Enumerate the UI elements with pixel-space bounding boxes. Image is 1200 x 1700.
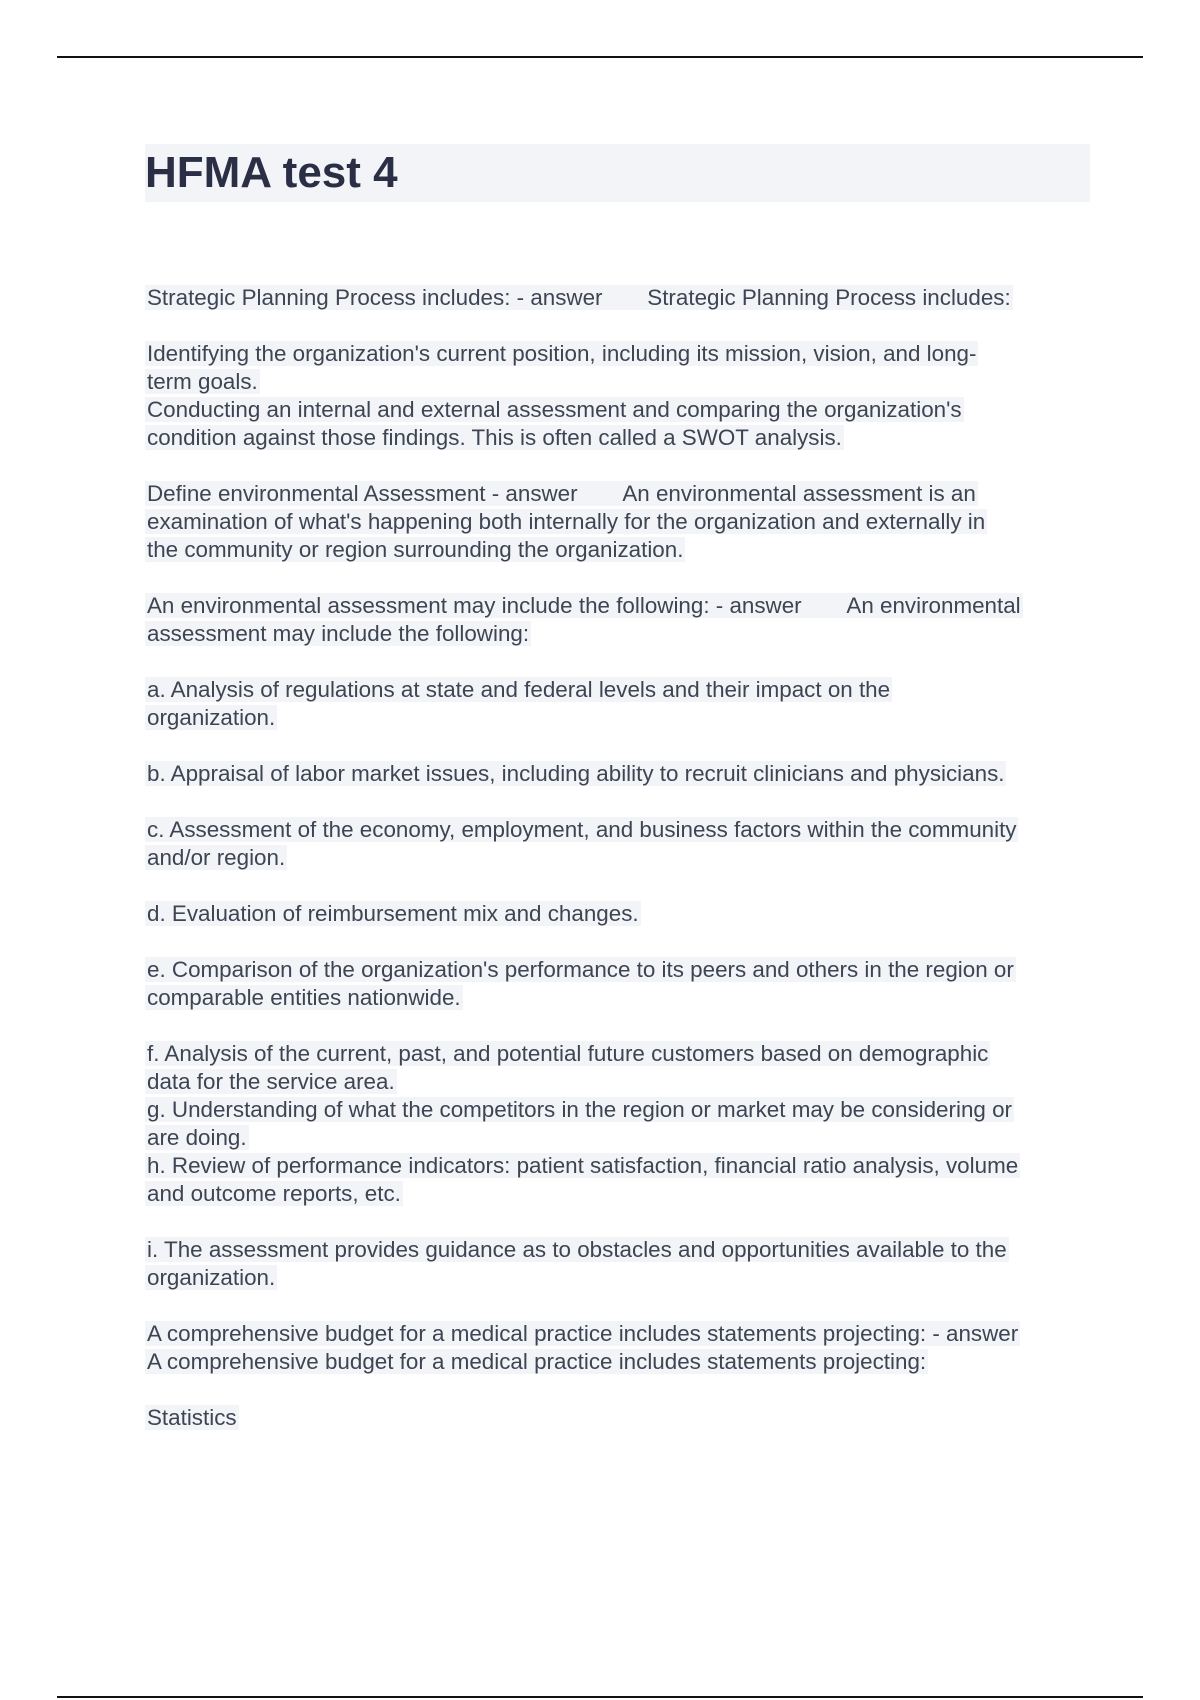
text-highlight: d. Evaluation of reimbursement mix and changes.	[147, 901, 639, 926]
text-highlight: Strategic Planning Process includes: - answer Strategic Planning Process includes:	[147, 285, 1011, 310]
text-highlight: Define environmental Assessment - answer An environmental assessment is an	[147, 481, 976, 506]
text-highlight: and/or region.	[147, 845, 286, 870]
text-line	[145, 1348, 1095, 1376]
paragraph	[145, 1236, 1095, 1292]
text-line	[145, 1404, 1095, 1432]
text-line	[145, 340, 1095, 368]
text-line	[145, 704, 1095, 732]
text-highlight: a. Analysis of regulations at state and federal levels and their impact on the	[147, 677, 891, 702]
text-line	[145, 424, 1095, 452]
paragraph	[145, 816, 1095, 872]
text-line	[145, 536, 1095, 564]
text-highlight: assessment may include the following:	[147, 621, 530, 646]
paragraph	[145, 1040, 1095, 1208]
text-highlight: examination of what's happening both internally for the organization and externally in	[147, 509, 986, 534]
text-line	[145, 1180, 1095, 1208]
text-line	[145, 480, 1095, 508]
text-line	[145, 956, 1095, 984]
text-highlight: A comprehensive budget for a medical practice includes statements projecting:	[147, 1349, 927, 1374]
paragraph	[145, 676, 1095, 732]
text-line	[145, 1320, 1095, 1348]
top-rule	[57, 56, 1143, 58]
text-highlight: are doing.	[147, 1125, 247, 1150]
text-line	[145, 760, 1095, 788]
text-line	[145, 620, 1095, 648]
bottom-rule	[57, 1696, 1143, 1698]
paragraph	[145, 1404, 1095, 1432]
text-highlight: comparable entities nationwide.	[147, 985, 461, 1010]
text-line	[145, 1124, 1095, 1152]
paragraph	[145, 284, 1095, 312]
paragraph	[145, 592, 1095, 648]
text-line	[145, 368, 1095, 396]
text-line	[145, 676, 1095, 704]
paragraph	[145, 1320, 1095, 1376]
text-highlight: and outcome reports, etc.	[147, 1181, 401, 1206]
paragraph	[145, 480, 1095, 564]
text-highlight: Conducting an internal and external assessment and comparing the organization's	[147, 397, 962, 422]
text-highlight: c. Assessment of the economy, employment, and business factors within the community	[147, 817, 1017, 842]
text-highlight: organization.	[147, 705, 276, 730]
text-line	[145, 1236, 1095, 1264]
text-line	[145, 284, 1095, 312]
text-line	[145, 1264, 1095, 1292]
text-line	[145, 396, 1095, 424]
text-highlight: b. Appraisal of labor market issues, including ability to recruit clinicians and physicians.	[147, 761, 1005, 786]
text-highlight: A comprehensive budget for a medical practice includes statements projecting: - answer	[147, 1321, 1019, 1346]
text-highlight: Statistics	[147, 1405, 237, 1430]
text-highlight: e. Comparison of the organization's performance to its peers and others in the region or	[147, 957, 1014, 982]
document-body	[145, 284, 1095, 1460]
text-line	[145, 984, 1095, 1012]
text-line	[145, 1040, 1095, 1068]
text-line	[145, 1068, 1095, 1096]
paragraph	[145, 340, 1095, 452]
text-line	[145, 900, 1095, 928]
text-line	[145, 508, 1095, 536]
text-line	[145, 1096, 1095, 1124]
page-title: HFMA test 4	[145, 148, 398, 197]
text-highlight: i. The assessment provides guidance as to obstacles and opportunities available to the	[147, 1237, 1007, 1262]
text-highlight: the community or region surrounding the organization.	[147, 537, 684, 562]
paragraph	[145, 956, 1095, 1012]
text-line	[145, 1152, 1095, 1180]
text-line	[145, 592, 1095, 620]
text-highlight: term goals.	[147, 369, 258, 394]
paragraph	[145, 900, 1095, 928]
text-highlight: An environmental assessment may include the following: - answer An environmental	[147, 593, 1021, 618]
text-highlight: h. Review of performance indicators: patient satisfaction, financial ratio analysis, volume	[147, 1153, 1019, 1178]
text-highlight: Identifying the organization's current position, including its mission, vision, and long-	[147, 341, 977, 366]
text-highlight: organization.	[147, 1265, 276, 1290]
text-highlight: g. Understanding of what the competitors in the region or market may be considering or	[147, 1097, 1012, 1122]
text-line	[145, 844, 1095, 872]
paragraph	[145, 760, 1095, 788]
text-highlight: data for the service area.	[147, 1069, 395, 1094]
text-highlight: f. Analysis of the current, past, and potential future customers based on demographic	[147, 1041, 989, 1066]
text-line	[145, 816, 1095, 844]
text-highlight: condition against those findings. This is often called a SWOT analysis.	[147, 425, 842, 450]
